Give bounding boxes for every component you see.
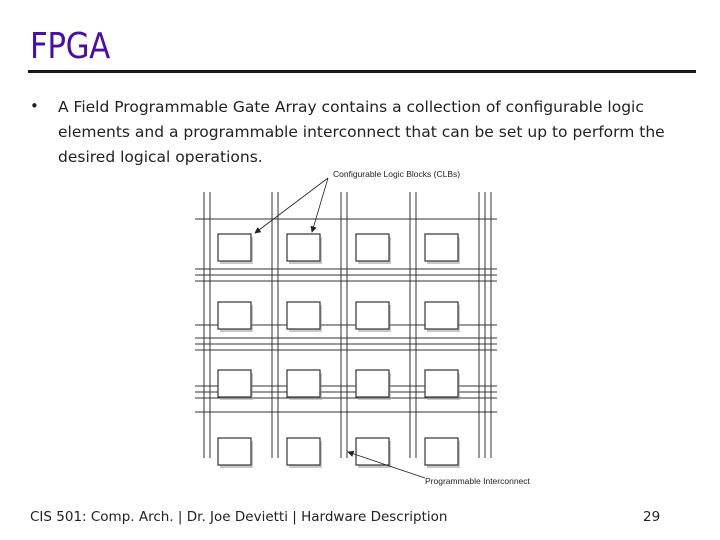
clb-label: Configurable Logic Blocks (CLBs) xyxy=(333,169,461,179)
clb-block xyxy=(356,438,389,465)
bullet-marker: • xyxy=(30,97,39,115)
clb-block xyxy=(287,438,320,465)
footer-text: CIS 501: Comp. Arch. | Dr. Joe Devietti | Hardware Description xyxy=(30,509,448,525)
page-number: 29 xyxy=(643,509,661,525)
clb-block xyxy=(287,370,320,397)
clb-block xyxy=(356,302,389,329)
clb-block xyxy=(425,438,458,465)
clb-block xyxy=(425,234,458,261)
slide-title: FPGA xyxy=(30,26,110,67)
clb-arrow-2 xyxy=(312,178,328,232)
title-rule xyxy=(28,70,696,73)
interconnect-label: Programmable Interconnect xyxy=(425,476,530,486)
clb-block xyxy=(356,370,389,397)
clb-block xyxy=(218,302,251,329)
clb-block xyxy=(425,370,458,397)
clb-arrow-1 xyxy=(255,178,328,233)
fpga-diagram xyxy=(190,160,550,490)
clb-block xyxy=(218,370,251,397)
bullet-text: A Field Programmable Gate Array contains a collection of configurable logic elements and a programmable interconnect that can be set up to perform the desired logical operations. xyxy=(58,98,665,166)
clb-block xyxy=(356,234,389,261)
clb-block xyxy=(218,234,251,261)
clb-block xyxy=(287,234,320,261)
clb-block xyxy=(218,438,251,465)
clb-block xyxy=(287,302,320,329)
clb-block xyxy=(425,302,458,329)
